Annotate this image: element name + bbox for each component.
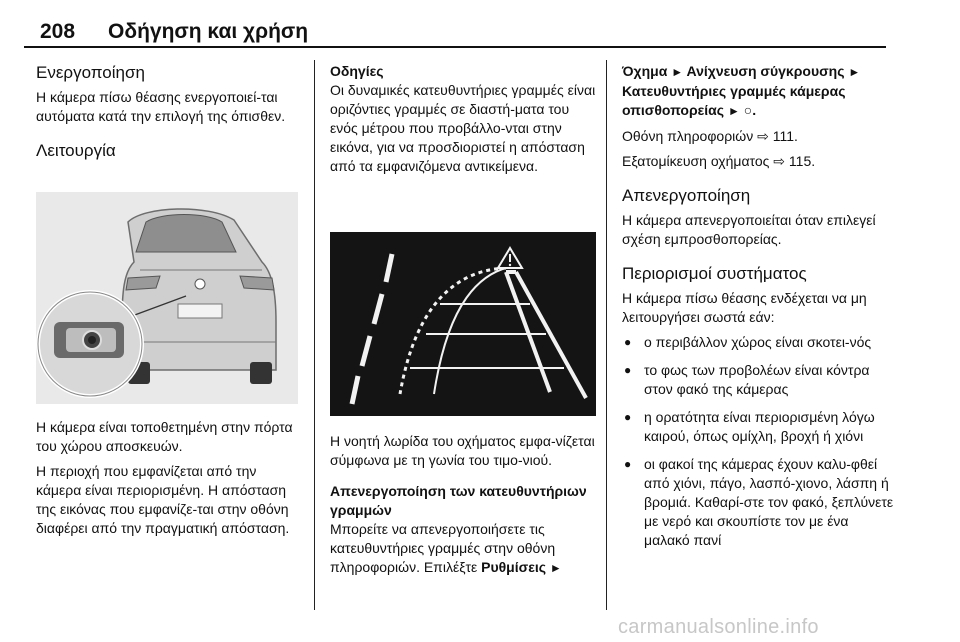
page-header [24, 0, 886, 48]
settings-label: Ρυθμίσεις [481, 559, 547, 575]
column-divider [606, 60, 607, 610]
guidelines-heading: Οδηγίες [330, 63, 384, 79]
menu-arrow-icon: ► [727, 104, 740, 118]
menu-arrow-icon: ► [848, 65, 861, 79]
personalisation-page: 115 [788, 153, 812, 169]
activation-text: Η κάμερα πίσω θέασης ενεργοποιεί-ται αυτόματα κατά την επιλογή της όπισθεν. [36, 89, 286, 124]
page-title: Οδήγηση και χρήση [108, 20, 309, 43]
watermark: carmanualsonline.info [618, 616, 819, 638]
deactivation-heading: Απενεργοποίηση [622, 186, 751, 205]
page-ref-icon: ⇨ [773, 153, 786, 169]
camera-location-text: Η κάμερα είναι τοποθετημένη στην πόρτα του χώρου αποσκευών. [36, 419, 293, 454]
page-number: 208 [40, 20, 76, 43]
info-display-page: 111 [772, 128, 794, 144]
path-lines: Κατευθυντήριες γραμμές κάμερας οπισθοπορείας [622, 83, 846, 118]
menu-arrow-icon: ► [671, 65, 684, 79]
camera-display-figure [330, 232, 596, 416]
column-1 [36, 62, 298, 166]
column-1-lower [36, 418, 298, 544]
menu-path: Όχημα ► Ανίχνευση σύγκρουσης ► Κατευθυντήριες γραμμές κάμερας οπισθοπορείας ► ○. [622, 63, 861, 118]
column-2-lower [330, 432, 596, 584]
deactivation-text: Η κάμερα απενεργοποιείται όταν επιλεγεί σχέση εμπροσθοπορείας. [622, 212, 876, 247]
column-divider [314, 60, 315, 610]
column-3 [622, 62, 896, 559]
on-symbol-icon: ○ [743, 102, 753, 118]
deactivate-lines-body: Μπορείτε να απενεργοποιήσετε τις κατευθυντήριες γραμμές στην οθόνη πληροφοριών. Επιλέξτε [330, 521, 556, 575]
personalisation-ref: Εξατομίκευση οχήματος ⇨ 115. [622, 153, 816, 169]
list-item: ● ο περιβάλλον χώρος είναι σκοτει-νός [622, 333, 896, 352]
deactivate-lines-text [330, 520, 596, 578]
distance-text: Η περιοχή που εμφανίζεται από την κάμερα είναι περιορισμένη. Η απόσταση της εικόνας που εμφανίζε-ται στην οθόνη διαφέρει από την πραγματική απόσταση. [36, 463, 290, 536]
info-display-text: Οθόνη πληροφοριών [622, 128, 754, 144]
info-display-ref: Οθόνη πληροφοριών ⇨ 111. [622, 128, 798, 144]
list-item: ● οι φακοί της κάμερας έχουν καλυ-φθεί από χιόνι, πάγο, λασπό-χιονο, λάσπη ή βρομιά. Καθαρί-στε τον φακό, ξεπλύνετε με νερό και σκουπίστε τον με ένα μαλακό πανί [622, 455, 896, 550]
deactivate-lines-heading: Απενεργοποίηση των κατευθυντήριων γραμμών [330, 483, 587, 518]
rear-camera-figure [36, 192, 298, 404]
operation-heading: Λειτουργία [36, 141, 116, 160]
guidelines-text: Οι δυναμικές κατευθυντήριες γραμμές είναι οριζόντιες γραμμές σε διαστή-ματα του ενός μέτρου που προβάλλο-νται στην εικόνα, για να προσδιοριστεί η απόσταση από τα εμφανιζόμενα αντικείμενα. [330, 82, 596, 174]
limits-heading: Περιορισμοί συστήματος [622, 264, 807, 283]
list-item: ● η ορατότητα είναι περιορισμένη λόγω καιρού, όπως ομίχλη, βροχή ή χιόνι [622, 408, 896, 446]
path-vehicle: Όχημα [622, 63, 668, 79]
path-collision: Ανίχνευση σύγκρουσης [686, 63, 845, 79]
list-item: ● το φως των προβολέων είναι κόντρα στον φακό της κάμερας [622, 361, 896, 399]
column-2 [330, 62, 596, 182]
limits-intro: Η κάμερα πίσω θέασης ενδέχεται να μη λειτουργήσει σωστά εάν: [622, 290, 867, 325]
menu-arrow-icon: ► [549, 561, 562, 575]
dotted-lane-text: Η νοητή λωρίδα του οχήματος εμφα-νίζεται σύμφωνα με τη γωνία του τιμο-νιού. [330, 433, 595, 468]
limits-list [622, 333, 896, 550]
page-ref-icon: ⇨ [757, 128, 769, 144]
personalisation-text: Εξατομίκευση οχήματος [622, 153, 770, 169]
activation-heading: Ενεργοποίηση [36, 63, 145, 82]
